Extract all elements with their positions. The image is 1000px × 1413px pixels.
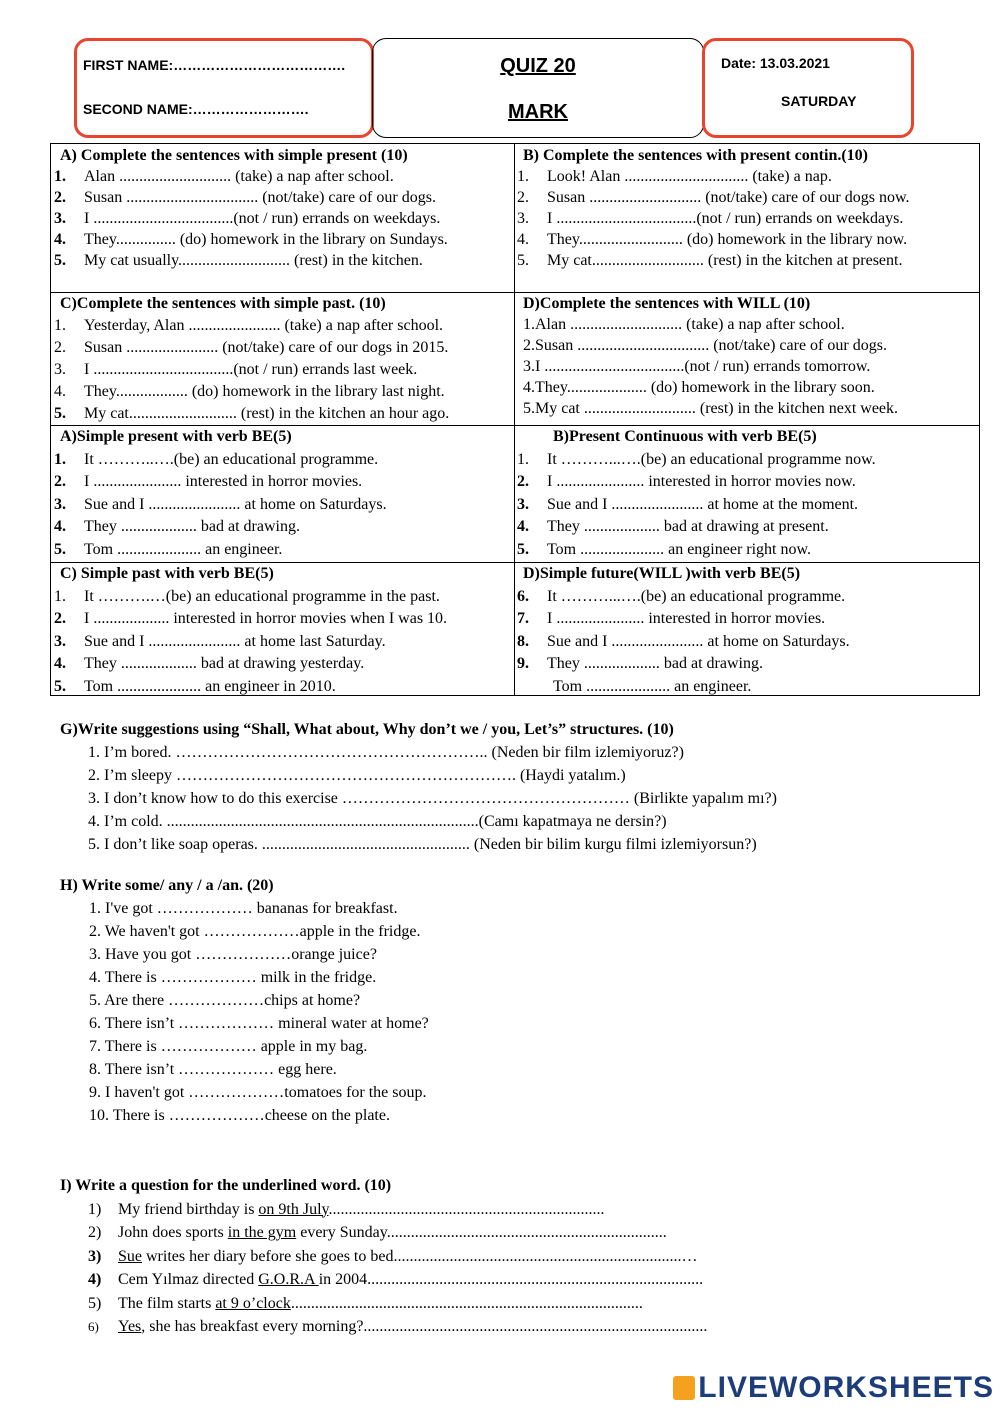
question-item-2[interactable] xyxy=(60,1221,707,1245)
exercise-a-item-2[interactable]: Susan ................................. (not/take) care of our dogs. xyxy=(84,189,436,206)
second-name-field[interactable]: SECOND NAME:……………………. xyxy=(83,101,309,117)
item-number: 8. xyxy=(517,632,529,650)
item-number: 5. xyxy=(54,677,66,695)
section-questions-title: I) Write a question for the underlined word. (10) xyxy=(60,1177,392,1194)
underlined-word: at 9 o’clock xyxy=(215,1294,291,1312)
exercise-b-title: B) Complete the sentences with present contin.(10) xyxy=(523,147,868,164)
exercise-d-item-5[interactable]: 5.My cat ............................ (rest) in the kitchen next week. xyxy=(523,400,899,417)
item-number: 5) xyxy=(88,1294,102,1312)
answer-blank[interactable]: in 2004.................................................................................... xyxy=(318,1271,704,1288)
be-present-item-5[interactable]: Tom ..................... an engineer. xyxy=(84,540,283,558)
article-item-6[interactable]: 6. There isn’t ……………… mineral water at home? xyxy=(89,1015,429,1032)
item-number: 1) xyxy=(88,1200,102,1218)
student-name-box xyxy=(74,38,374,138)
section-articles xyxy=(60,874,429,1127)
be-continuous-item-5[interactable]: Tom ..................... an engineer right now. xyxy=(547,540,812,558)
question-item-5[interactable] xyxy=(60,1292,707,1316)
day-text: SATURDAY xyxy=(781,93,857,109)
underlined-word: Yes xyxy=(118,1318,142,1335)
exercise-c xyxy=(54,293,512,425)
first-name-field[interactable]: FIRST NAME:………………………………. xyxy=(83,57,346,73)
exercise-c-item-2[interactable]: Susan ....................... (not/take) care of our dogs in 2015. xyxy=(84,339,449,356)
be-continuous-item-2[interactable]: I ...................... interested in horror movies now. xyxy=(547,473,856,490)
underlined-word: Sue xyxy=(118,1247,142,1265)
item-number: 2. xyxy=(54,189,66,206)
article-item-9[interactable]: 9. I haven't got ………………tomatoes for the soup. xyxy=(89,1084,427,1101)
question-text: My friend birthday is xyxy=(118,1200,259,1218)
article-item-5[interactable]: 5. Are there ………………chips at home? xyxy=(89,992,361,1009)
question-text: John does sports xyxy=(118,1224,228,1241)
exercise-b-item-2[interactable]: Susan ............................ (not/take) care of our dogs now. xyxy=(547,189,910,206)
be-future-item-2[interactable]: I ...................... interested in horror movies. xyxy=(547,610,826,627)
article-item-7[interactable]: 7. There is ……………… apple in my bag. xyxy=(89,1038,368,1055)
answer-blank[interactable]: , she has breakfast every morning?...................................................................................... xyxy=(141,1318,708,1335)
item-number: 4. xyxy=(517,231,529,248)
exercise-be-continuous xyxy=(517,426,977,561)
underlined-word: on 9th July xyxy=(258,1200,329,1218)
mark-label: MARK xyxy=(508,101,568,123)
be-present-item-3[interactable]: Sue and I ....................... at home on Saturdays. xyxy=(84,495,387,513)
exercise-c-item-3[interactable]: I ...................................(not / run) errands last week. xyxy=(84,361,418,378)
question-text: The film starts xyxy=(118,1294,216,1312)
be-future-item-4[interactable]: They ................... bad at drawing. xyxy=(547,655,763,672)
exercise-b-item-1[interactable]: Look! Alan ............................... (take) a nap. xyxy=(547,168,832,185)
answer-blank[interactable]: ..................................................................... xyxy=(328,1200,605,1218)
item-number: 1. xyxy=(54,450,66,468)
date-box xyxy=(702,38,914,138)
article-item-3[interactable]: 3. Have you got ………………orange juice? xyxy=(89,946,377,963)
question-item-4[interactable] xyxy=(60,1268,707,1292)
article-item-4[interactable]: 4. There is ……………… milk in the fridge. xyxy=(89,969,377,986)
exercise-b xyxy=(517,145,977,271)
question-item-6[interactable] xyxy=(60,1315,707,1339)
suggestion-item-3[interactable]: 3. I don’t know how to do this exercise ……………………………………………… (Birlikte yapalım mı?) xyxy=(88,790,777,807)
exercise-d-item-4[interactable]: 4.They.................... (do) homework in the library soon. xyxy=(523,379,875,396)
item-number: 4. xyxy=(54,518,66,535)
item-number: 2. xyxy=(517,473,529,490)
item-number: 3) xyxy=(88,1247,102,1265)
item-number: 3. xyxy=(54,495,66,513)
be-continuous-item-1[interactable]: It ………...….(be) an educational programme now. xyxy=(547,450,876,468)
be-future-item-3[interactable]: Sue and I ....................... at home on Saturdays. xyxy=(547,632,850,650)
suggestion-item-4[interactable]: 4. I’m cold. ..............................................................................(Camı kapatmaya ne dersin?) xyxy=(88,813,667,830)
article-item-10[interactable]: 10. There is ………………cheese on the plate. xyxy=(89,1107,390,1124)
exercise-a-item-3[interactable]: I ...................................(not / run) errands on weekdays. xyxy=(84,210,441,227)
exercise-a xyxy=(54,145,512,271)
exercise-be-future xyxy=(517,563,977,698)
be-present-item-2[interactable]: I ...................... interested in horror movies. xyxy=(84,473,363,490)
item-number: 4. xyxy=(54,231,66,248)
exercise-c-item-1[interactable]: Yesterday, Alan ....................... (take) a nap after school. xyxy=(84,317,444,334)
item-number: 4. xyxy=(517,518,529,535)
exercise-b-item-3[interactable]: I ...................................(not / run) errands on weekdays. xyxy=(547,210,904,227)
exercise-a-title: A) Complete the sentences with simple present (10) xyxy=(60,147,408,164)
item-number: 3. xyxy=(54,632,66,650)
underlined-word: G.O.R.A xyxy=(258,1271,319,1288)
item-number: 5. xyxy=(54,405,66,422)
item-number: 3. xyxy=(517,495,529,513)
logo-text: LIVEWORKSHEETS xyxy=(698,1371,994,1404)
exercise-c-title: C)Complete the sentences with simple past. (10) xyxy=(60,295,386,312)
question-item-3[interactable] xyxy=(60,1245,707,1269)
be-past-item-1[interactable]: It ……….…(be) an educational programme in the past. xyxy=(84,587,440,605)
item-number: 1. xyxy=(517,450,529,468)
article-item-1[interactable]: 1. I've got ……………… bananas for breakfast. xyxy=(89,900,398,917)
be-continuous-item-4[interactable]: They ................... bad at drawing at present. xyxy=(547,518,829,535)
article-item-2[interactable]: 2. We haven't got ………………apple in the fridge. xyxy=(89,923,421,940)
item-number: 6) xyxy=(88,1319,99,1334)
section-articles-title: H) Write some/ any / a /an. (20) xyxy=(60,877,274,894)
section-suggestions-title: G)Write suggestions using “Shall, What about, Why don’t we / you, Let’s” structures. (10) xyxy=(60,721,674,738)
item-number: 5. xyxy=(517,252,529,269)
exercise-d-title: D)Complete the sentences with WILL (10) xyxy=(523,295,811,312)
logo-mark-icon xyxy=(673,1376,695,1400)
exercise-be-future-title: D)Simple future(WILL )with verb BE(5) xyxy=(523,565,801,582)
item-number: 5. xyxy=(54,540,66,558)
item-number: 3. xyxy=(517,210,529,227)
quiz-title-box xyxy=(372,38,704,138)
suggestion-item-1[interactable]: 1. I’m bored. ………………………………………………….. (Neden bir film izlemiyoruz?) xyxy=(88,744,684,761)
exercise-be-present xyxy=(54,426,512,561)
item-number: 1. xyxy=(54,587,66,605)
exercise-d-item-3[interactable]: 3.I ...................................(not / run) errands tomorrow. xyxy=(523,358,871,375)
be-present-item-4[interactable]: They ................... bad at drawing. xyxy=(84,518,300,535)
question-text: Cem Yılmaz directed xyxy=(118,1271,259,1288)
be-future-item-5[interactable]: Tom ..................... an engineer. xyxy=(553,677,752,695)
item-number: 4. xyxy=(54,655,66,672)
quiz-title: QUIZ 20 xyxy=(500,55,576,77)
liveworksheets-logo xyxy=(673,1371,994,1405)
be-future-item-1[interactable]: It ………...….(be) an educational programme. xyxy=(547,587,846,605)
exercise-d xyxy=(517,293,977,419)
item-number: 4. xyxy=(54,383,66,400)
be-past-item-3[interactable]: Sue and I ....................... at home last Saturday. xyxy=(84,632,386,650)
item-number: 7. xyxy=(517,610,529,627)
item-number: 2. xyxy=(517,189,529,206)
exercise-be-continuous-title: B)Present Continuous with verb BE(5) xyxy=(553,428,817,445)
be-present-item-1[interactable]: It ………..….(be) an educational programme. xyxy=(84,450,379,468)
be-past-item-4[interactable]: They ................... bad at drawing yesterday. xyxy=(84,655,365,672)
section-questions xyxy=(60,1174,707,1339)
suggestion-item-2[interactable]: 2. I’m sleepy ………………………………………………………. (Haydi yatalım.) xyxy=(88,767,626,784)
item-number: 5. xyxy=(54,252,66,269)
date-text: Date: 13.03.2021 xyxy=(721,55,830,71)
article-item-8[interactable]: 8. There isn’t ……………… egg here. xyxy=(89,1061,337,1078)
item-number: 2. xyxy=(54,339,66,356)
exercise-be-present-title: A)Simple present with verb BE(5) xyxy=(60,428,292,445)
item-number: 1. xyxy=(517,168,529,185)
exercise-b-item-5[interactable]: My cat............................ (rest) in the kitchen at present. xyxy=(547,252,903,269)
item-number: 2) xyxy=(88,1224,102,1241)
exercise-be-past-title: C) Simple past with verb BE(5) xyxy=(60,565,274,582)
be-continuous-item-3[interactable]: Sue and I ....................... at home at the moment. xyxy=(547,495,859,513)
exercise-c-item-4[interactable]: They.................. (do) homework in the library last night. xyxy=(84,383,445,400)
item-number: 9. xyxy=(517,655,529,672)
item-number: 2. xyxy=(54,473,66,490)
exercise-a-item-4[interactable]: They............... (do) homework in the library on Sundays. xyxy=(84,231,448,248)
exercise-b-item-4[interactable]: They.......................... (do) homework in the library now. xyxy=(547,231,908,248)
item-number: 3. xyxy=(54,210,66,227)
item-number: 5. xyxy=(517,540,529,558)
suggestion-item-5[interactable]: 5. I don’t like soap operas. .................................................... (Neden bir bilim kurgu filmi izlemiyorsun?) xyxy=(88,836,757,853)
item-number: 1. xyxy=(54,317,66,334)
grid-divider-vertical xyxy=(514,143,515,696)
underlined-word: in the gym xyxy=(227,1224,297,1241)
exercise-be-past xyxy=(54,563,512,698)
answer-blank[interactable]: every Sunday...................................................................... xyxy=(296,1224,667,1241)
exercise-a-item-1[interactable]: Alan ............................ (take) a nap after school. xyxy=(84,168,394,185)
exercise-d-item-2[interactable]: 2.Susan ................................. (not/take) care of our dogs. xyxy=(523,337,887,354)
exercise-d-item-1[interactable]: 1.Alan ............................ (take) a nap after school. xyxy=(523,316,845,333)
be-past-item-5[interactable]: Tom ..................... an engineer in 2010. xyxy=(84,677,336,695)
item-number: 4) xyxy=(88,1271,102,1288)
section-suggestions xyxy=(60,718,777,856)
question-item-1[interactable] xyxy=(60,1198,707,1222)
item-number: 2. xyxy=(54,610,66,627)
answer-blank[interactable]: writes her diary before she goes to bed........................................................................… xyxy=(142,1247,698,1265)
item-number: 1. xyxy=(54,168,66,185)
item-number: 6. xyxy=(517,587,529,605)
answer-blank[interactable]: ........................................................................................ xyxy=(290,1294,643,1312)
be-past-item-2[interactable]: I ................... interested in horror movies when I was 10. xyxy=(84,610,448,627)
exercise-a-item-5[interactable]: My cat usually............................ (rest) in the kitchen. xyxy=(84,252,423,269)
item-number: 3. xyxy=(54,361,66,378)
exercise-c-item-5[interactable]: My cat........................... (rest) in the kitchen an hour ago. xyxy=(84,405,450,422)
